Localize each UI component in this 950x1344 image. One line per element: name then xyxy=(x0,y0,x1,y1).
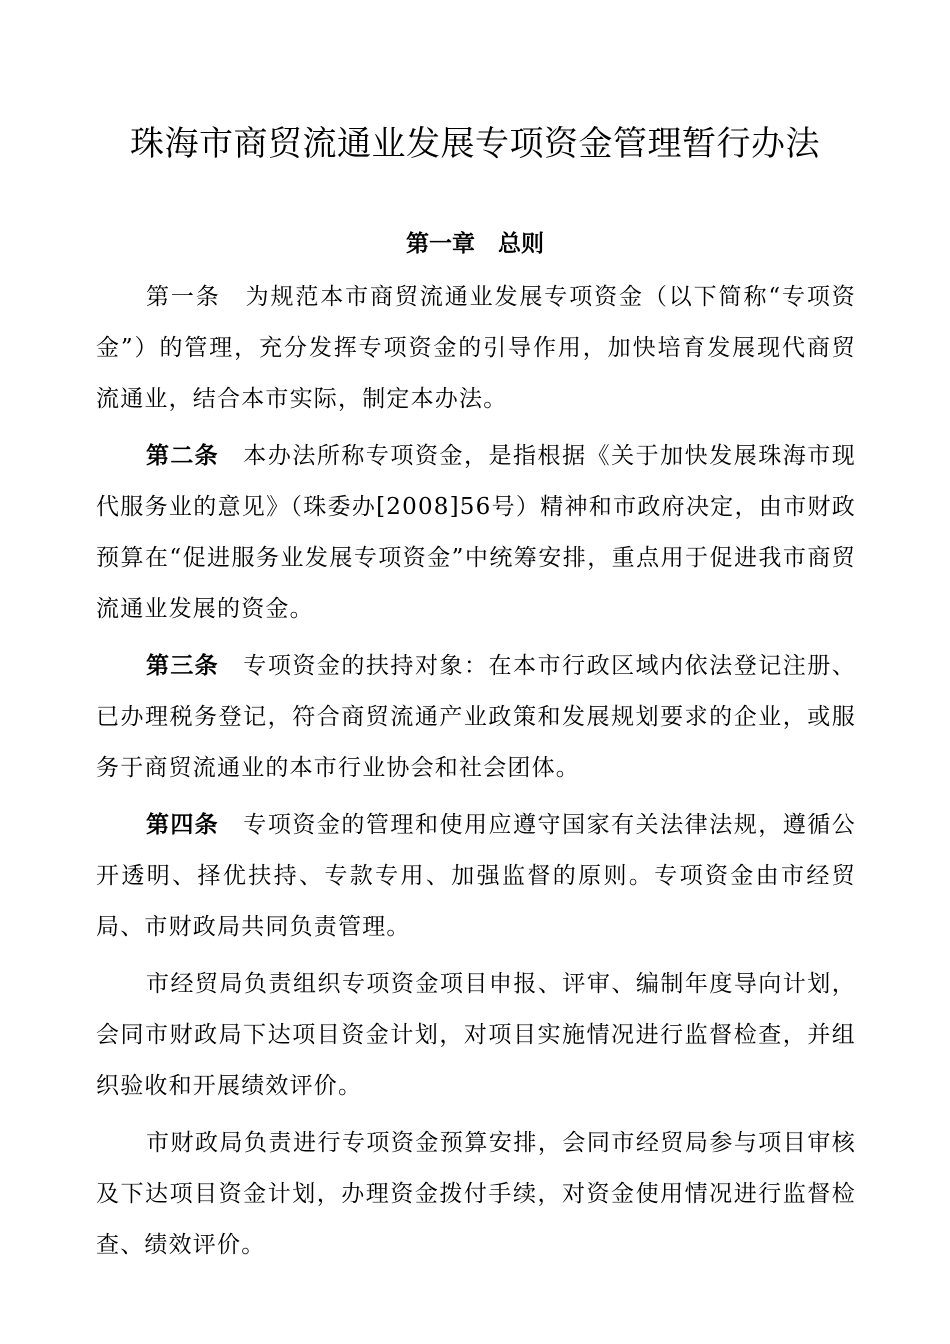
document-title: 珠海市商贸流通业发展专项资金管理暂行办法 xyxy=(130,124,820,164)
article-1 xyxy=(96,272,856,425)
article-3-heading: 第三条 xyxy=(146,653,244,679)
paragraph-finance-bureau: 市财政局负责进行专项资金预算安排，会同市经贸局参与项目审核及下达项目资金计划，办理资金拨付手续，对资金使用情况进行监督检查、绩效评价。 xyxy=(96,1130,856,1258)
article-2-heading: 第二条 xyxy=(146,443,244,469)
article-3-text: 专项资金的扶持对象：在本市行政区域内依法登记注册、已办理税务登记，符合商贸流通产业政策和发展规划要求的企业，或服务于商贸流通业的本市行业协会和社会团体。 xyxy=(96,653,857,781)
article-4-heading: 第四条 xyxy=(146,812,244,838)
paragraph-economic-bureau: 市经贸局负责组织专项资金项目申报、评审、编制年度导向计划，会同市财政局下达项目资金计划，对项目实施情况进行监督检查，并组织验收和开展绩效评价。 xyxy=(96,971,856,1099)
article-4-text: 专项资金的管理和使用应遵守国家有关法律法规，遵循公开透明、择优扶持、专款专用、加强监督的原则。专项资金由市经贸局、市财政局共同负责管理。 xyxy=(96,812,857,940)
chapter-heading: 第一章 总则 xyxy=(406,231,544,257)
article-3 xyxy=(96,641,856,794)
article-2-text: 本办法所称专项资金，是指根据《关于加快发展珠海市现代服务业的意见》（珠委办[2008]56号）精神和市政府决定，由市财政预算在“促进服务业发展专项资金”中统筹安排，重点用于促进我市商贸流通业发展的资金。 xyxy=(96,443,857,622)
article-4 xyxy=(96,800,856,953)
document-body xyxy=(96,272,856,1271)
article-2 xyxy=(96,431,856,635)
article-1-text: 为规范本市商贸流通业发展专项资金（以下简称“专项资金”）的管理，充分发挥专项资金的引导作用，加快培育发展现代商贸流通业，结合本市实际，制定本办法。 xyxy=(96,284,856,412)
article-1-heading: 第一条 xyxy=(146,284,246,310)
